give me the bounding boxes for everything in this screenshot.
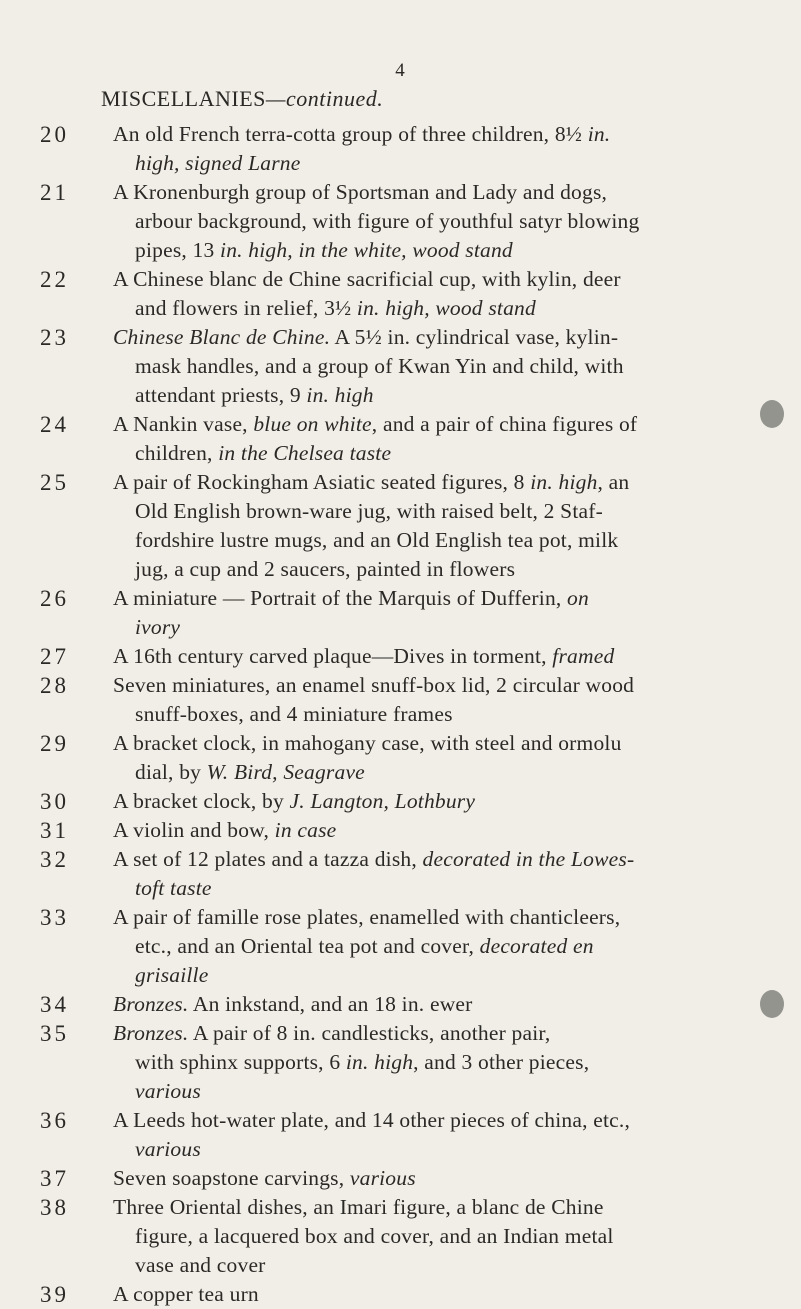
lot-description xyxy=(113,990,713,1019)
running-head xyxy=(101,86,741,112)
lot-number: 39 xyxy=(40,1282,69,1307)
lot-number: 35 xyxy=(40,1021,69,1046)
description-line xyxy=(113,729,713,758)
lot-entry xyxy=(0,584,801,642)
lot-entry xyxy=(0,642,801,671)
lot-entry xyxy=(0,265,801,323)
lot-number: 31 xyxy=(40,818,69,843)
roman-text: dial, by xyxy=(135,760,207,784)
lot-entry xyxy=(0,816,801,845)
lot-description xyxy=(113,120,713,178)
italic-text: in. high xyxy=(345,1050,414,1074)
lot-number: 26 xyxy=(40,586,69,611)
roman-text: A 5½ in. cylindrical vase, kylin- xyxy=(330,325,619,349)
lot-entry xyxy=(0,1164,801,1193)
lot-number: 38 xyxy=(40,1195,69,1220)
italic-text: Bronzes. xyxy=(113,1021,189,1045)
lot-entry xyxy=(0,468,801,584)
italic-text: ivory xyxy=(135,615,181,639)
description-line xyxy=(113,410,713,439)
lot-description xyxy=(113,816,713,845)
roman-text: A set of 12 plates and a tazza dish, xyxy=(113,847,423,871)
description-line xyxy=(113,1251,713,1280)
lot-description xyxy=(113,178,713,265)
description-line xyxy=(113,120,713,149)
lot-description xyxy=(113,729,713,787)
roman-text: etc., and an Oriental tea pot and cover, xyxy=(135,934,480,958)
description-line xyxy=(113,613,713,642)
lot-entry xyxy=(0,990,801,1019)
lot-description xyxy=(113,845,713,903)
description-line xyxy=(113,961,713,990)
description-line xyxy=(113,526,713,555)
paper-blemish xyxy=(760,400,784,428)
description-line xyxy=(113,178,713,207)
description-line xyxy=(113,439,713,468)
italic-text: in case xyxy=(274,818,337,842)
lot-number: 25 xyxy=(40,470,69,495)
lot-number: 23 xyxy=(40,325,69,350)
italic-text: decorated en xyxy=(479,934,594,958)
italic-text: Bronzes. xyxy=(113,992,189,1016)
lot-number: 37 xyxy=(40,1166,69,1191)
page-number: 4 xyxy=(395,60,406,81)
lot-entry xyxy=(0,178,801,265)
lot-entry xyxy=(0,323,801,410)
lot-entry xyxy=(0,1280,801,1309)
italic-text: on xyxy=(567,586,589,610)
italic-text: in the Chelsea taste xyxy=(218,441,392,465)
lot-entry xyxy=(0,729,801,787)
description-line xyxy=(113,642,713,671)
roman-text: An old French terra-cotta group of three children, 8½ xyxy=(113,122,588,146)
continued-label: —continued. xyxy=(265,86,384,111)
roman-text: , an xyxy=(597,470,630,494)
roman-text: arbour background, with figure of youthful satyr blowing xyxy=(135,209,640,233)
italic-text: in. xyxy=(587,122,611,146)
italic-text: grisaille xyxy=(135,963,209,987)
roman-text: vase and cover xyxy=(135,1253,266,1277)
roman-text: A Kronenburgh group of Sportsman and Lady and dogs, xyxy=(113,180,608,204)
lot-number: 20 xyxy=(40,122,69,147)
description-line xyxy=(113,1048,713,1077)
lot-description xyxy=(113,1164,713,1193)
description-line xyxy=(113,932,713,961)
description-line xyxy=(113,1193,713,1222)
italic-text: in. high, wood stand xyxy=(356,296,536,320)
italic-text: various xyxy=(135,1079,201,1103)
lot-entry xyxy=(0,903,801,990)
description-line xyxy=(113,294,713,323)
lot-entry xyxy=(0,1106,801,1164)
description-line xyxy=(113,381,713,410)
roman-text: pipes, 13 xyxy=(135,238,221,262)
description-line xyxy=(113,1106,713,1135)
roman-text: A violin and bow, xyxy=(113,818,275,842)
italic-text: high, signed Larne xyxy=(135,151,301,175)
paper-blemish xyxy=(760,990,784,1018)
description-line xyxy=(113,903,713,932)
description-line xyxy=(113,1164,713,1193)
lot-entry xyxy=(0,1019,801,1106)
lot-description xyxy=(113,1019,713,1106)
italic-text: various xyxy=(349,1166,416,1190)
lot-description xyxy=(113,1193,713,1280)
roman-text: A pair of 8 in. candlesticks, another pair, xyxy=(188,1021,551,1045)
description-line xyxy=(113,1135,713,1164)
description-line xyxy=(113,352,713,381)
italic-text: Chinese Blanc de Chine. xyxy=(113,325,331,349)
description-line xyxy=(113,236,713,265)
lot-description xyxy=(113,642,713,671)
roman-text: A bracket clock, by xyxy=(113,789,290,813)
lot-description xyxy=(113,1106,713,1164)
description-line xyxy=(113,787,713,816)
lot-number: 21 xyxy=(40,180,69,205)
description-line xyxy=(113,468,713,497)
roman-text: fordshire lustre mugs, and an Old English tea pot, milk xyxy=(135,528,619,552)
roman-text: snuff-boxes, and 4 miniature frames xyxy=(135,702,453,726)
description-line xyxy=(113,149,713,178)
roman-text: Three Oriental dishes, an Imari figure, a blanc de Chine xyxy=(113,1195,604,1219)
italic-text: W. Bird, Seagrave xyxy=(206,760,365,784)
lot-number: 28 xyxy=(40,673,69,698)
lot-number: 24 xyxy=(40,412,69,437)
description-line xyxy=(113,758,713,787)
italic-text: decorated in the Lowes- xyxy=(422,847,635,871)
lot-entry xyxy=(0,845,801,903)
lot-description xyxy=(113,584,713,642)
lot-list xyxy=(0,120,801,1309)
lot-number: 27 xyxy=(40,644,69,669)
roman-text: A Nankin vase, xyxy=(113,412,254,436)
description-line xyxy=(113,323,713,352)
lot-entry xyxy=(0,120,801,178)
description-line xyxy=(113,555,713,584)
description-line xyxy=(113,700,713,729)
italic-text: blue on white xyxy=(253,412,372,436)
roman-text: A 16th century carved plaque—Dives in torment, xyxy=(113,644,553,668)
description-line xyxy=(113,1077,713,1106)
lot-description xyxy=(113,323,713,410)
lot-entry xyxy=(0,787,801,816)
lot-number: 33 xyxy=(40,905,69,930)
lot-description xyxy=(113,787,713,816)
roman-text: , and a pair of china figures of xyxy=(371,412,638,436)
roman-text: children, xyxy=(135,441,219,465)
roman-text: mask handles, and a group of Kwan Yin and child, with xyxy=(135,354,624,378)
lot-description xyxy=(113,410,713,468)
roman-text: Old English brown-ware jug, with raised belt, 2 Staf- xyxy=(135,499,603,523)
lot-description xyxy=(113,1280,713,1309)
roman-text: A Leeds hot-water plate, and 14 other pieces of china, etc., xyxy=(113,1108,631,1132)
roman-text: figure, a lacquered box and cover, and an Indian metal xyxy=(135,1224,614,1248)
lot-number: 32 xyxy=(40,847,69,872)
description-line xyxy=(113,207,713,236)
roman-text: Seven soapstone carvings, xyxy=(113,1166,350,1190)
section-title: MISCELLANIES xyxy=(101,86,266,111)
description-line xyxy=(113,497,713,526)
lot-number: 30 xyxy=(40,789,69,814)
lot-number: 34 xyxy=(40,992,69,1017)
description-line xyxy=(113,265,713,294)
roman-text: , and 3 other pieces, xyxy=(413,1050,590,1074)
lot-entry xyxy=(0,671,801,729)
roman-text: An inkstand, and an 18 in. ewer xyxy=(188,992,473,1016)
lot-number: 22 xyxy=(40,267,69,292)
roman-text: A pair of famille rose plates, enamelled with chanticleers, xyxy=(113,905,621,929)
description-line xyxy=(113,1222,713,1251)
lot-number: 29 xyxy=(40,731,69,756)
italic-text: framed xyxy=(552,644,615,668)
roman-text: and flowers in relief, 3½ xyxy=(135,296,357,320)
roman-text: A copper tea urn xyxy=(113,1282,259,1306)
lot-number: 36 xyxy=(40,1108,69,1133)
description-line xyxy=(113,584,713,613)
roman-text: jug, a cup and 2 saucers, painted in flowers xyxy=(135,557,516,581)
lot-description xyxy=(113,903,713,990)
roman-text: A bracket clock, in mahogany case, with steel and ormolu xyxy=(113,731,622,755)
lot-description xyxy=(113,671,713,729)
lot-entry xyxy=(0,1193,801,1280)
roman-text: A miniature — Portrait of the Marquis of Dufferin, xyxy=(113,586,568,610)
description-line xyxy=(113,874,713,903)
italic-text: in. high xyxy=(306,383,374,407)
lot-description xyxy=(113,265,713,323)
roman-text: Seven miniatures, an enamel snuff-box lid, 2 circular wood xyxy=(113,673,635,697)
italic-text: J. Langton, Lothbury xyxy=(289,789,476,813)
italic-text: various xyxy=(135,1137,201,1161)
roman-text: A Chinese blanc de Chine sacrificial cup, with kylin, deer xyxy=(113,267,621,291)
description-line xyxy=(113,816,713,845)
description-line xyxy=(113,1280,713,1309)
description-line xyxy=(113,671,713,700)
italic-text: in. high, in the white, wood stand xyxy=(220,238,513,262)
description-line xyxy=(113,1019,713,1048)
roman-text: with sphinx supports, 6 xyxy=(135,1050,346,1074)
roman-text: A pair of Rockingham Asiatic seated figures, 8 xyxy=(113,470,531,494)
description-line xyxy=(113,990,713,1019)
roman-text: attendant priests, 9 xyxy=(135,383,307,407)
lot-description xyxy=(113,468,713,584)
description-line xyxy=(113,845,713,874)
italic-text: toft taste xyxy=(135,876,212,900)
lot-entry xyxy=(0,410,801,468)
italic-text: in. high xyxy=(530,470,598,494)
